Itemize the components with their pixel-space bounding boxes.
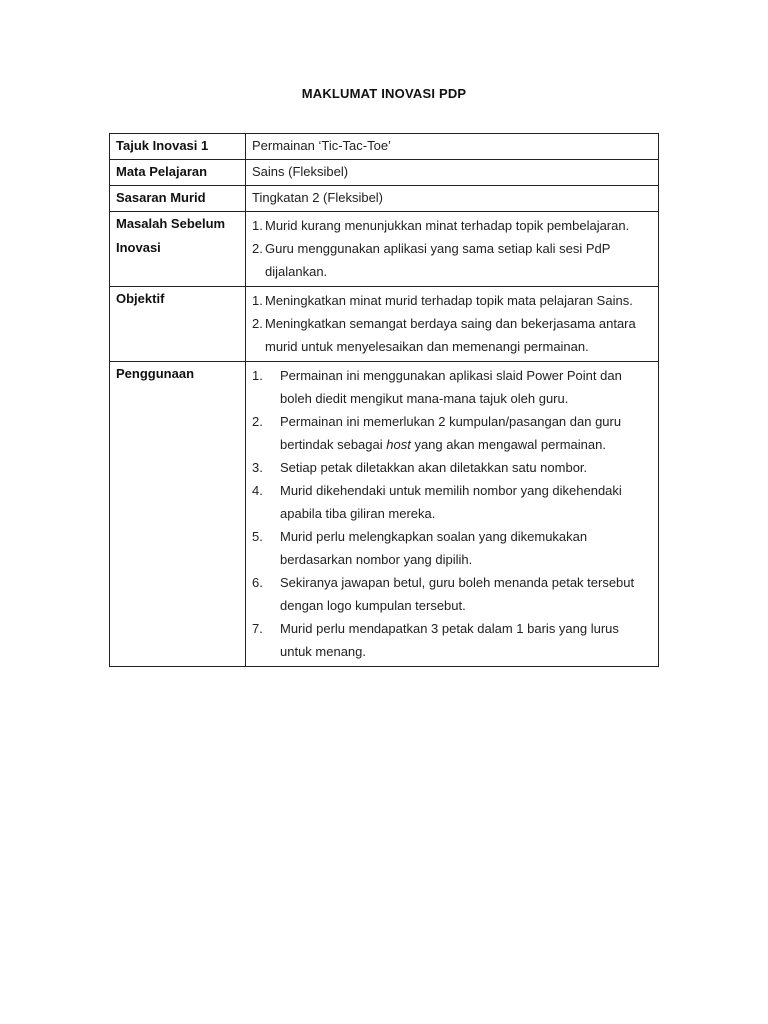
objektif-list bbox=[252, 289, 652, 358]
label-masalah-line1: Masalah Sebelum bbox=[116, 216, 226, 231]
penggunaan-list bbox=[252, 364, 652, 663]
table-row-mata bbox=[110, 160, 659, 186]
list-item: 5. Murid perlu melengkapkan soalan yang dikemukakan berdasarkan nombor yang dipilih. bbox=[252, 529, 588, 567]
label-masalah-line2: Inovasi bbox=[116, 240, 161, 255]
value-mata-pelajaran: Sains (Fleksibel) bbox=[246, 160, 659, 186]
list-item: 2. Meningkatkan semangat berdaya saing dan bekerjasama antara murid untuk menyelesaikan dan memenangi permainan. bbox=[252, 316, 636, 354]
table-row-tajuk bbox=[110, 134, 659, 160]
table-row-masalah bbox=[110, 212, 659, 287]
list-item: 2. Guru menggunakan aplikasi yang sama setiap kali sesi PdP dijalankan. bbox=[252, 241, 611, 279]
label-tajuk: Tajuk Inovasi 1 bbox=[110, 134, 246, 160]
list-item: 6. Sekiranya jawapan betul, guru boleh menanda petak tersebut dengan logo kumpulan tersebut. bbox=[252, 575, 635, 613]
list-item: 1. Permainan ini menggunakan aplikasi slaid Power Point dan boleh diedit mengikut mana-mana tajuk oleh guru. bbox=[252, 368, 622, 406]
list-item: 4. Murid dikehendaki untuk memilih nombor yang dikehendaki apabila tiba giliran mereka. bbox=[252, 483, 622, 521]
list-item: 7. Murid perlu mendapatkan 3 petak dalam 1 baris yang lurus untuk menang. bbox=[252, 621, 619, 659]
value-masalah bbox=[246, 212, 659, 287]
document-title: MAKLUMAT INOVASI PDP bbox=[301, 86, 467, 101]
table-row-sasaran bbox=[110, 186, 659, 212]
table-row-objektif bbox=[110, 287, 659, 362]
label-masalah bbox=[110, 212, 246, 287]
list-item: 1. Meningkatkan minat murid terhadap topik mata pelajaran Sains. bbox=[252, 293, 633, 308]
label-mata-pelajaran: Mata Pelajaran bbox=[110, 160, 246, 186]
label-penggunaan: Penggunaan bbox=[110, 362, 246, 667]
list-item: 2. Permainan ini memerlukan 2 kumpulan/pasangan dan guru bertindak sebagai host yang akan mengawal permainan. bbox=[252, 414, 622, 452]
list-item: 1. Murid kurang menunjukkan minat terhadap topik pembelajaran. bbox=[252, 218, 630, 233]
value-sasaran-murid: Tingkatan 2 (Fleksibel) bbox=[246, 186, 659, 212]
value-penggunaan bbox=[246, 362, 659, 667]
label-objektif: Objektif bbox=[110, 287, 246, 362]
table-row-penggunaan bbox=[110, 362, 659, 667]
list-item: 3. Setiap petak diletakkan akan diletakkan satu nombor. bbox=[252, 460, 588, 475]
value-tajuk: Permainan ‘Tic-Tac-Toe’ bbox=[246, 134, 659, 160]
masalah-list bbox=[252, 214, 652, 283]
value-objektif bbox=[246, 287, 659, 362]
label-sasaran-murid: Sasaran Murid bbox=[110, 186, 246, 212]
innovation-info-table bbox=[109, 133, 659, 667]
